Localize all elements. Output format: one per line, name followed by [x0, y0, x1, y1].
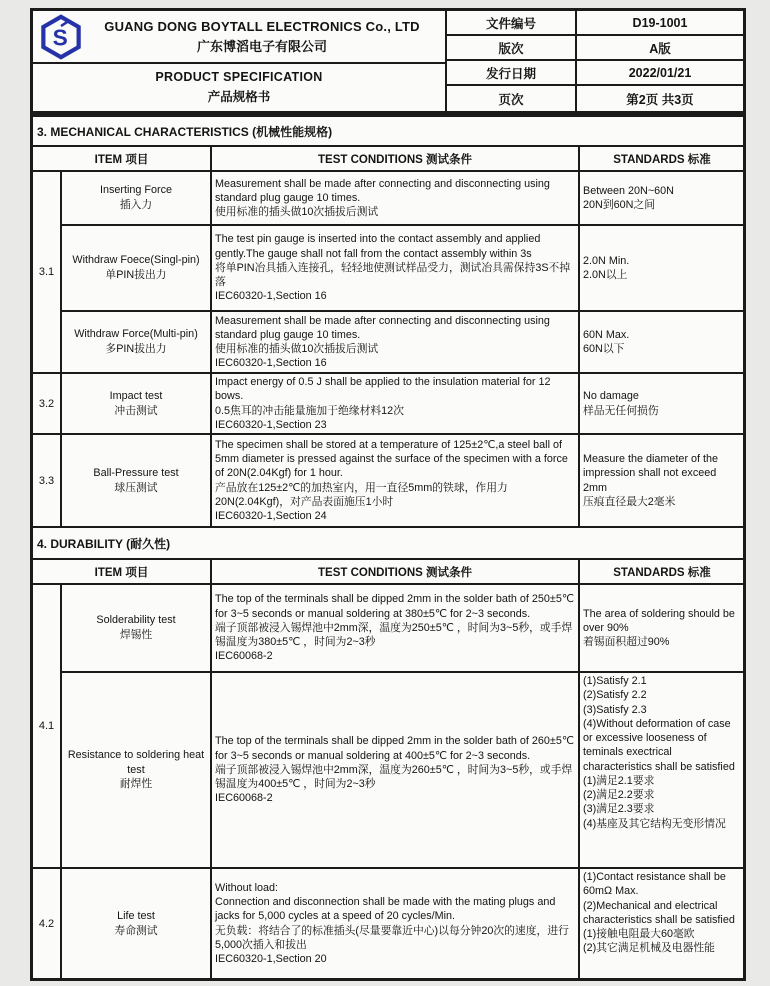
conditions-cell: [211, 171, 579, 225]
item-cell: [61, 868, 211, 978]
item-line: 多PIN拔出力: [105, 343, 167, 355]
std-line: The area of soldering should be over 90%: [583, 607, 735, 634]
table-row: [33, 584, 744, 672]
standards-cell: [579, 672, 744, 868]
std-line: 样品无任何损伤: [583, 404, 659, 417]
company-logo: [37, 14, 85, 60]
document-info-table: [447, 11, 743, 111]
table-row: [33, 434, 744, 526]
item-cell: [61, 311, 211, 373]
cond-line: IEC60320-1,Section 23: [215, 418, 327, 431]
standards-cell: [579, 373, 744, 434]
item-line: Withdraw Foece(Singl-pin): [72, 254, 200, 267]
table-row: [33, 672, 744, 868]
item-cell: [61, 373, 211, 434]
column-header-item: ITEM 项目: [33, 560, 211, 584]
info-value-doc-number: D19-1001: [577, 11, 743, 36]
product-spec-title-cn: 产品规格书: [207, 90, 271, 105]
std-line: 20N到60N之间: [583, 199, 656, 211]
cond-line: Measurement shall be made after connecting and disconnecting using standard plug gauge 10 times.: [215, 177, 550, 204]
cond-line: 产品放在125±2℃的加热室内，用一直径5mm的铁球，作用力20N(2.04Kgf)，对产品表面施压1小时: [215, 481, 508, 508]
cond-line: The test pin gauge is inserted into the contact assembly and applied gently.The gauge shall not fall from the contact assembly within 3s: [215, 233, 541, 260]
row-number-cell: 3.1: [33, 171, 61, 373]
item-line: 球压测试: [114, 481, 158, 494]
company-name-cn: 广东博滔电子有限公司: [196, 38, 327, 54]
conditions-cell: [211, 434, 579, 526]
std-line: 60N以下: [583, 343, 625, 355]
item-line: Solderability test: [96, 614, 176, 627]
cond-line: 使用标准的插头做10次插拔后测试: [215, 343, 379, 355]
info-value-issue-date: 2022/01/21: [577, 61, 743, 86]
standards-cell: [579, 171, 744, 225]
table-header-row: [33, 560, 744, 584]
cond-line: 将单PIN冶具插入连接孔，轻轻地使测试样品受力，测试冶具需保持3S不掉落: [215, 261, 571, 289]
standards-cell: [579, 225, 744, 311]
cond-line: IEC60068-2: [215, 792, 273, 805]
std-line: 着锡面积超过90%: [583, 636, 670, 649]
hexagon-cube-s-logo-icon: [40, 14, 82, 60]
svg-text:S: S: [52, 24, 68, 51]
table-row: [33, 171, 744, 225]
item-line: Withdraw Force(Multi-pin): [74, 328, 198, 341]
std-line: (2)其它满足机械及电器性能: [583, 942, 715, 955]
document-header: [30, 8, 746, 114]
std-line: Measure the diameter of the impression shall not exceed 2mm: [583, 453, 719, 494]
cond-line: 无负载：将结合了的标准插头(尽量要靠近中心)以每分钟20次的速度，进行5,000次插入和拔出: [215, 924, 569, 951]
column-header-conditions: TEST CONDITIONS 测试条件: [211, 560, 579, 584]
info-value-page: 第2页 共3页: [626, 92, 694, 107]
std-line: (4)Without deformation of case or excessive looseness of teminals exectrical characteristics shall be satisfied: [583, 717, 735, 773]
standards-cell: [579, 434, 744, 526]
header-left-block: [33, 11, 447, 111]
std-line: (3)Satisfy 2.3: [583, 703, 647, 716]
company-name-en: GUANG DONG BOYTALL ELECTRONICS Co., LTD: [104, 18, 420, 34]
item-cell: [61, 672, 211, 868]
conditions-cell: [211, 868, 579, 978]
cond-line: 0.5焦耳的冲击能量施加于绝缘材料12次: [215, 404, 404, 417]
table-row: [33, 373, 744, 434]
cond-line: IEC60320-1,Section 16: [215, 357, 327, 370]
std-line: 2.0N Min.: [583, 254, 630, 267]
conditions-cell: [211, 672, 579, 868]
item-cell: [61, 171, 211, 225]
cond-line: Impact energy of 0.5 J shall be applied to the insulation material for 12 bows.: [215, 376, 551, 403]
item-line: 插入力: [119, 199, 153, 211]
item-cell: [61, 434, 211, 526]
cond-line: 端子顶部被浸入锡焊池中2mm深，温度为260±5℃ ，时间为3~5秒，或手焊锡温度为400±5℃ ，时间为2~3秒: [215, 763, 573, 791]
section-title-durability: 4. DURABILITY (耐久性): [33, 526, 743, 560]
item-line: Impact test: [109, 389, 163, 402]
conditions-cell: [211, 225, 579, 311]
std-line: (2)Satisfy 2.2: [583, 689, 647, 702]
table-header-row: [33, 147, 744, 171]
std-line: (1)满足2.1要求: [583, 774, 655, 787]
item-line: Ball-Pressure test: [93, 466, 179, 479]
company-names: [85, 19, 439, 55]
product-spec-title-en: PRODUCT SPECIFICATION: [155, 70, 323, 85]
std-line: 2.0N以上: [583, 269, 628, 281]
cond-line: IEC60068-2: [215, 650, 273, 663]
cond-line: Connection and disconnection shall be made with the mating plugs and jacks for 5,000 cycles at a speed of 20 cycles/Min.: [215, 896, 556, 923]
info-label-doc-number: 文件编号: [447, 11, 577, 36]
mechanical-table: [33, 147, 744, 526]
std-line: (1)Satisfy 2.1: [583, 675, 647, 687]
item-line: Resistance to soldering heat test: [67, 749, 205, 776]
std-line: No damage: [583, 390, 639, 403]
item-cell: [61, 225, 211, 311]
cond-line: IEC60320-1,Section 16: [215, 290, 327, 303]
cond-line: The specimen shall be stored at a temperature of 125±2℃,a steel ball of 5mm diameter is pressed against the surface of the specimen with a force of 20N(2.04Kgf) for 1 hour.: [215, 438, 568, 480]
item-line: 焊锡性: [119, 629, 153, 641]
std-line: 60N Max.: [583, 328, 630, 341]
item-line: 冲击测试: [114, 404, 158, 417]
std-line: 压痕直径最大2毫米: [583, 495, 676, 508]
section-title-mechanical: 3. MECHANICAL CHARACTERISTICS (机械性能规格): [33, 117, 743, 147]
item-cell: [61, 584, 211, 672]
item-line: 单PIN拔出力: [105, 269, 167, 281]
cond-line: The top of the terminals shall be dipped 2mm in the solder bath of 260±5℃ for 3~5 seconds or manual soldering at 400±5℃ for 2~3 seconds.: [215, 735, 574, 762]
standards-cell: [579, 584, 744, 672]
company-row: [33, 11, 445, 64]
std-line: (1)接触电阻最大60毫欧: [583, 928, 695, 940]
row-number-cell: 4.1: [33, 584, 61, 868]
table-row: [33, 868, 744, 978]
cond-line: Measurement shall be made after connecting and disconnecting using standard plug gauge 10 times.: [215, 314, 550, 341]
std-line: (1)Contact resistance shall be 60mΩ Max.: [583, 871, 726, 898]
info-label-revision: 版次: [447, 36, 577, 61]
row-number-cell: 3.2: [33, 373, 61, 434]
info-label-page: 页次: [447, 86, 577, 111]
item-line: Life test: [117, 909, 155, 922]
row-number-cell: 3.3: [33, 434, 61, 526]
cond-line: 端子顶部被浸入锡焊池中2mm深，温度为250±5℃ ，时间为3~5秒，或手焊锡温度为380±5℃ ，时间为2~3秒: [215, 621, 573, 649]
table-row: [33, 311, 744, 373]
document-page: [30, 8, 746, 981]
column-header-conditions: TEST CONDITIONS 测试条件: [211, 147, 579, 171]
std-line: (4)基座及其它结构无变形情况: [583, 817, 726, 830]
cond-line: IEC60320-1,Section 24: [215, 510, 327, 522]
row-number-cell: 4.2: [33, 868, 61, 978]
item-line: Inserting Force: [100, 184, 173, 197]
info-label-issue-date: 发行日期: [447, 61, 577, 86]
item-line: 寿命测试: [114, 924, 158, 937]
cond-line: IEC60320-1,Section 20: [215, 953, 327, 965]
item-line: 耐焊性: [119, 778, 153, 791]
column-header-item: ITEM 项目: [33, 147, 211, 171]
std-line: (2)Mechanical and electrical characteristics shall be satisfied: [583, 899, 735, 926]
durability-table: [33, 560, 744, 978]
std-line: Between 20N~60N: [583, 184, 674, 197]
spec-body: [30, 114, 746, 981]
conditions-cell: [211, 311, 579, 373]
std-line: (3)满足2.3要求: [583, 803, 655, 816]
cond-line: Without load:: [215, 881, 279, 894]
product-spec-title-row: [33, 64, 445, 111]
info-value-revision: A版: [577, 36, 743, 61]
standards-cell: [579, 868, 744, 978]
column-header-standards: STANDARDS 标准: [579, 560, 744, 584]
std-line: (2)满足2.2要求: [583, 789, 655, 801]
conditions-cell: [211, 373, 579, 434]
conditions-cell: [211, 584, 579, 672]
cond-line: The top of the terminals shall be dipped 2mm in the solder bath of 250±5℃ for 3~5 seconds or manual soldering at 380±5℃ for 2~3 seconds.: [215, 593, 574, 620]
standards-cell: [579, 311, 744, 373]
column-header-standards: STANDARDS 标准: [579, 147, 744, 171]
cond-line: 使用标准的插头做10次插拔后测试: [215, 206, 379, 219]
table-row: [33, 225, 744, 311]
